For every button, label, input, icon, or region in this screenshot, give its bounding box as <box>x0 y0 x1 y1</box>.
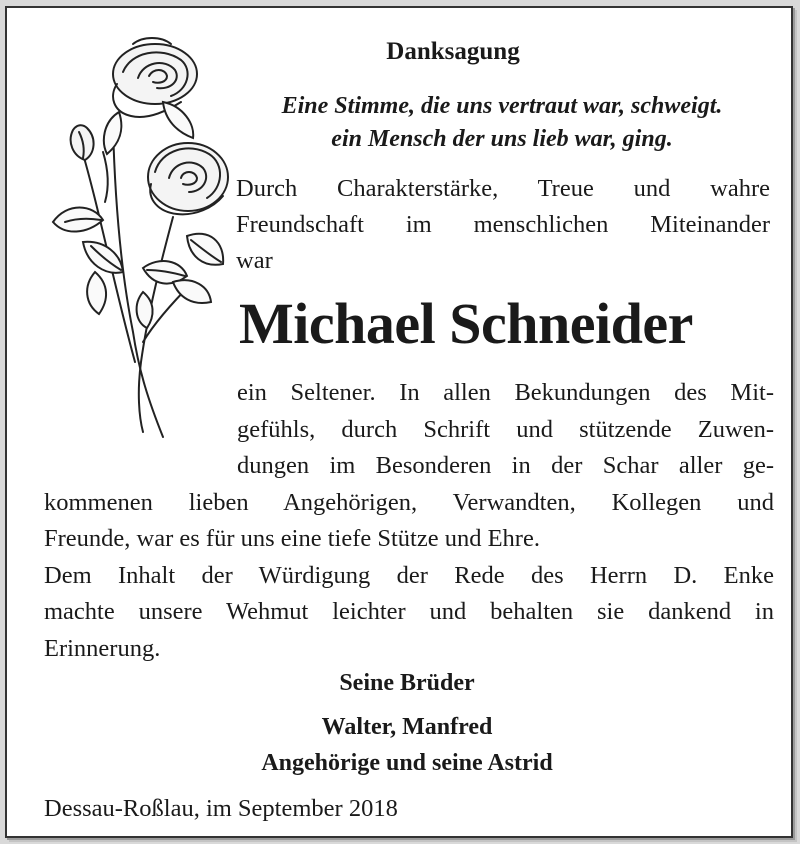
obituary-notice <box>5 6 793 838</box>
motto-line: Eine Stimme, die uns vertraut war, schweigt. <box>281 93 723 119</box>
body-text <box>44 375 774 667</box>
body-line: ein Seltener. In allen Bekundungen des Mit- <box>237 379 774 406</box>
intro-line: Durch Charakterstärke, Treue und wahre <box>236 175 770 202</box>
intro-line: war <box>236 247 273 274</box>
signature-line: Seine Brüder <box>339 670 475 696</box>
body-line: Dem Inhalt der Würdigung der Rede des Herrn D. Enke <box>44 561 774 589</box>
body-line: Erinnerung. <box>44 634 161 662</box>
body-line: machte unsere Wehmut leichter und behalten sie dankend in <box>44 598 774 625</box>
intro-line: Freundschaft im menschlichen Miteinander <box>236 211 770 238</box>
body-line: kommenen lieben Angehörigen, Verwandten, Kollegen und <box>44 488 774 516</box>
deceased-name: Michael Schneider <box>239 291 693 356</box>
body-line: Freunde, war es für uns eine tiefe Stütze und Ehre. <box>44 525 540 552</box>
intro-text <box>236 171 770 279</box>
motto-line: ein Mensch der uns lieb war, ging. <box>331 126 673 152</box>
motto-quote <box>227 90 777 156</box>
signature-line: Angehörige und seine Astrid <box>261 750 553 776</box>
heading-danksagung: Danksagung <box>386 38 520 65</box>
place-date: Dessau-Roßlau, im September 2018 <box>44 795 398 822</box>
body-line: dungen im Besonderen in der Schar aller ge- <box>237 452 774 479</box>
signature-line: Walter, Manfred <box>321 714 493 740</box>
body-line: gefühls, durch Schrift und stützende Zuwen- <box>237 415 774 443</box>
